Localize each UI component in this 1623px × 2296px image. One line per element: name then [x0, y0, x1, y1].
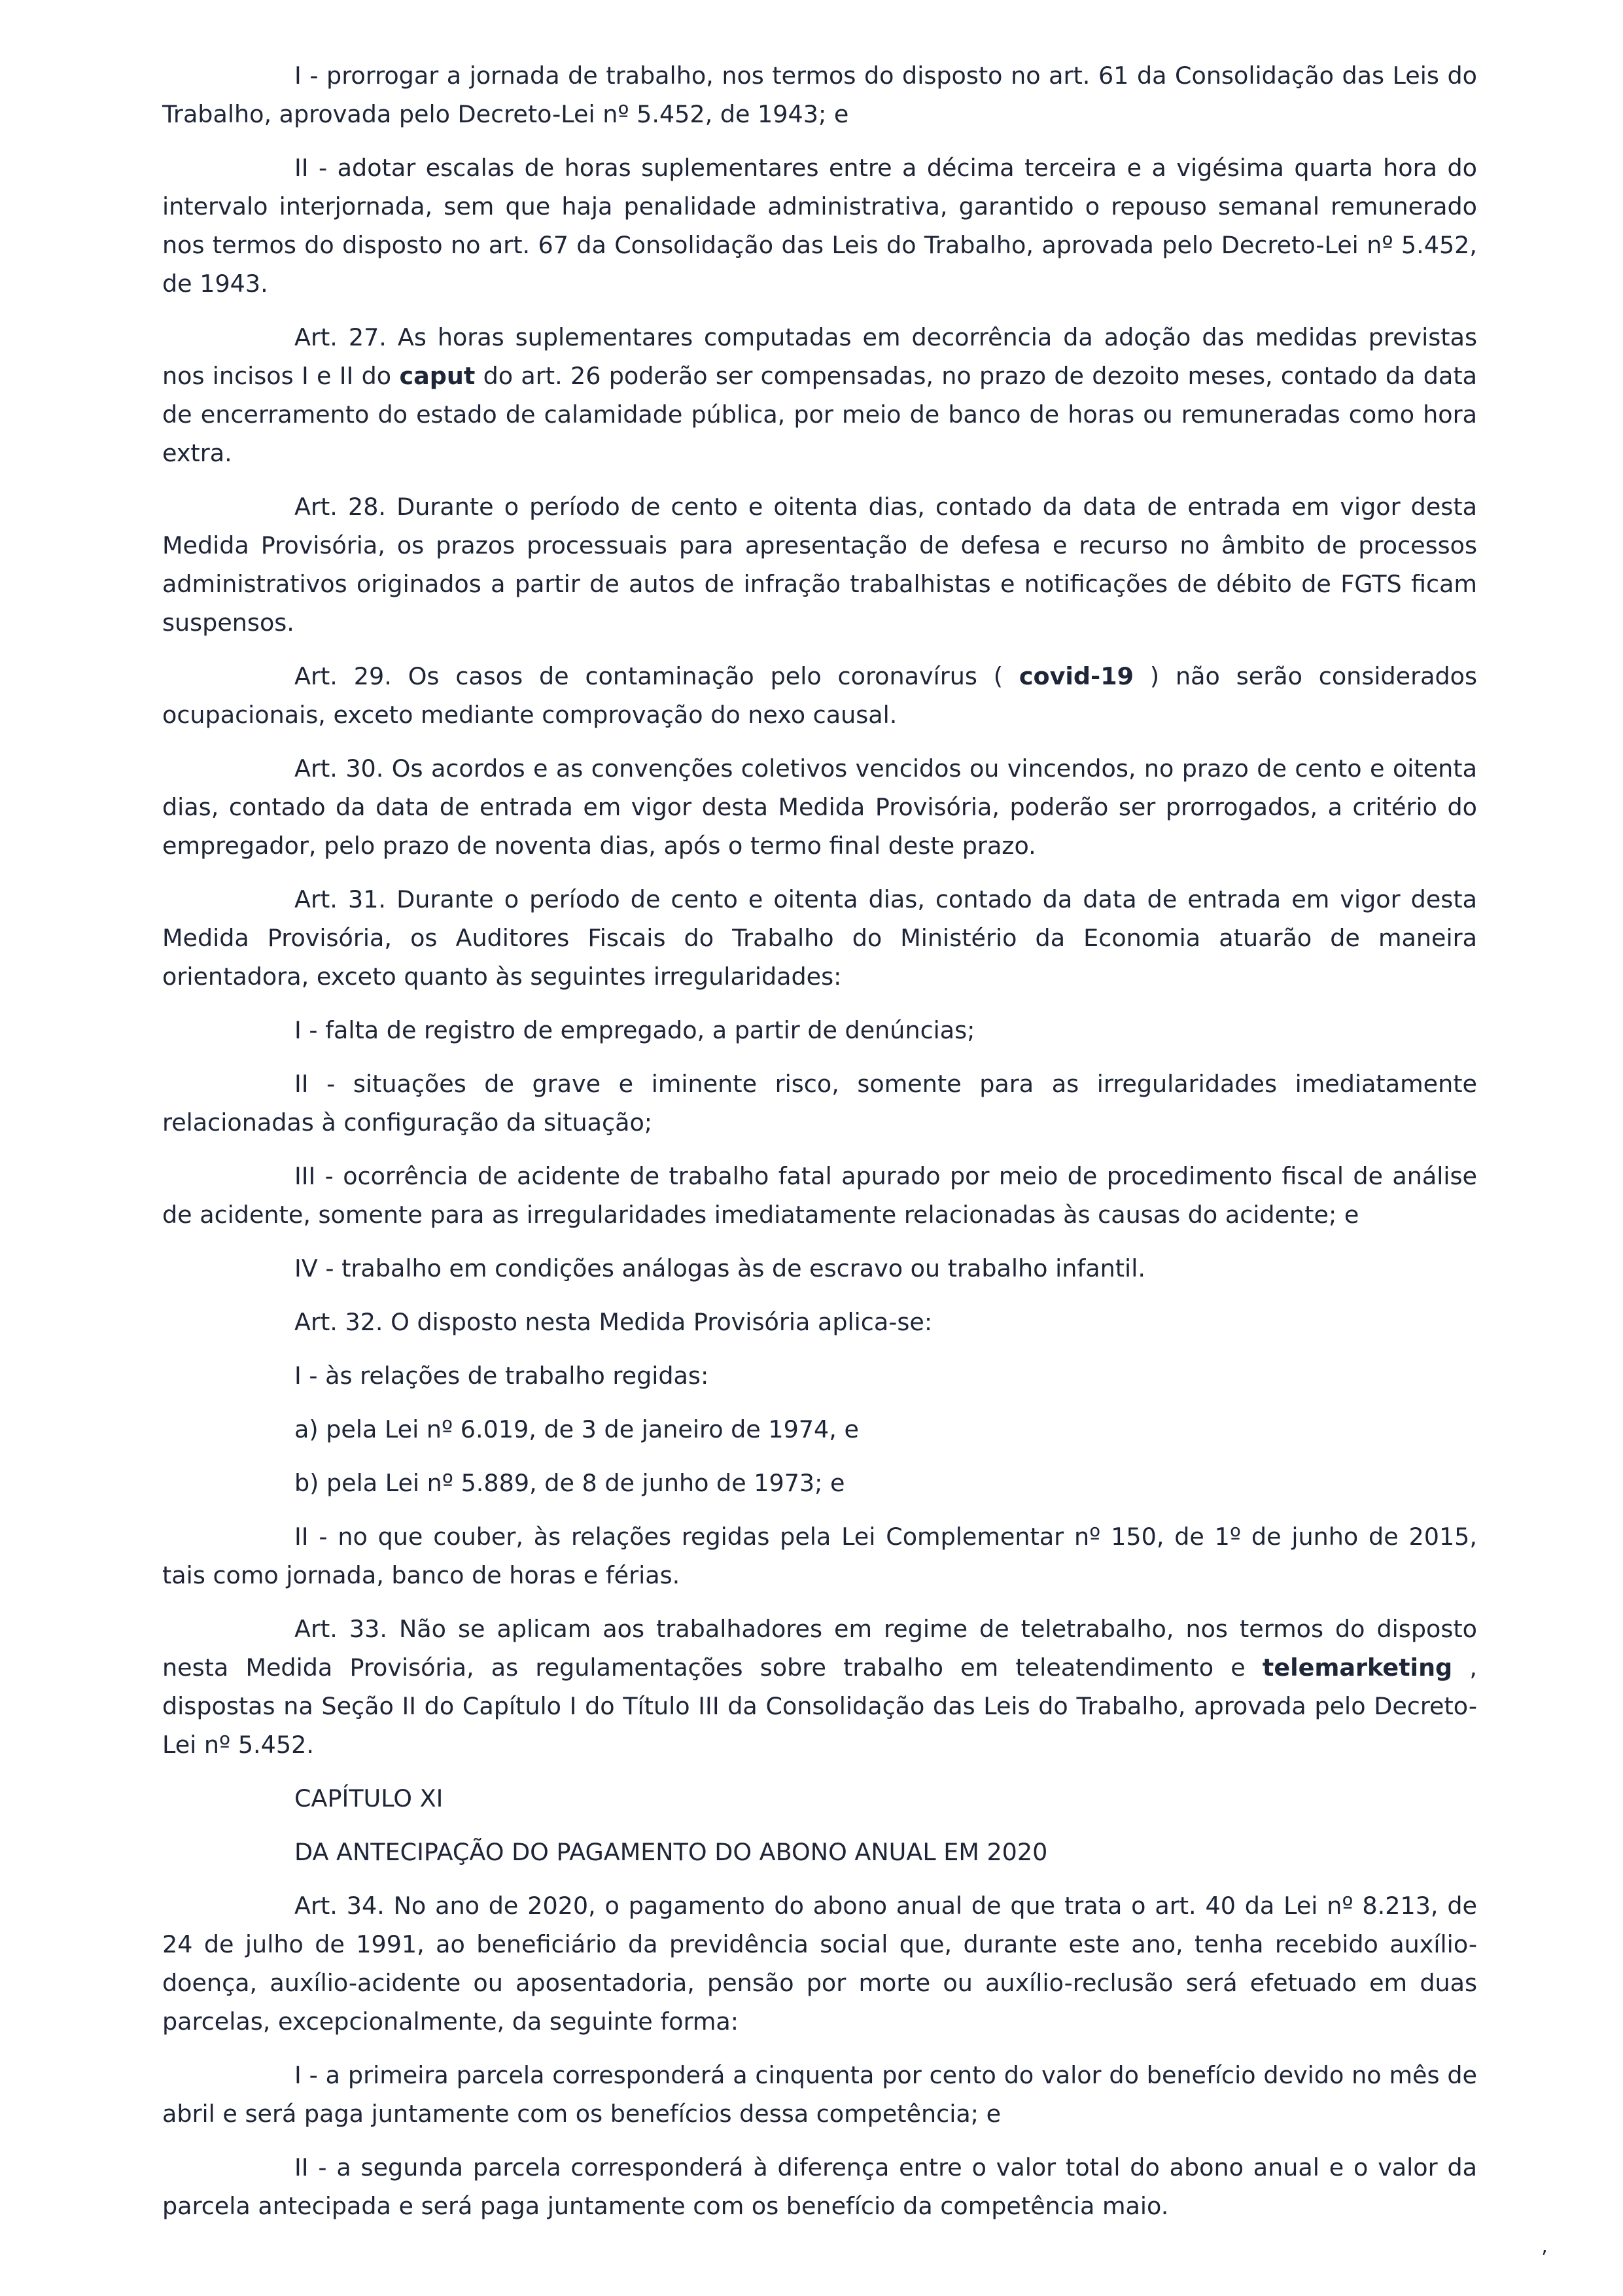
paragraph-text: a) pela Lei nº 6.019, de 3 de janeiro de 1974, e — [294, 1415, 859, 1443]
paragraph — [162, 1833, 1477, 1871]
paragraph-text: II - adotar escalas de horas suplementares entre a décima terceira e a vigésima quarta hora do intervalo interjornada, sem que haja penalidade administrativa, garantido o repouso semanal remunerado nos termos do disposto no art. 67 da Consolidação das Leis do Trabalho, aprovada pelo Decreto-Lei nº 5.452, de 1943. — [162, 154, 1477, 298]
paragraph-text: I - falta de registro de empregado, a partir de denúncias; — [294, 1016, 975, 1044]
paragraph-text: Art. 31. Durante o período de cento e oitenta dias, contado da data de entrada em vigor desta Medida Provisória, os Auditores Fiscais do Trabalho do Ministério da Economia atuarão de maneira orientadora, exceto quanto às seguintes irregularidades: — [162, 885, 1477, 991]
paragraph — [162, 1157, 1477, 1234]
paragraph — [162, 1610, 1477, 1764]
paragraph — [162, 2148, 1477, 2225]
paragraph — [162, 1886, 1477, 2041]
paragraph — [162, 657, 1477, 734]
paragraph — [162, 487, 1477, 642]
paragraph — [162, 1011, 1477, 1050]
paragraph-text: I - às relações de trabalho regidas: — [294, 1362, 709, 1390]
paragraph-text: ) não serão considerados ocupacionais, exceto mediante comprovação do nexo causal. — [162, 662, 1477, 729]
paragraph — [162, 56, 1477, 133]
paragraph — [162, 1779, 1477, 1818]
paragraph-text: , dispostas na Seção II do Capítulo I do Título III da Consolidação das Leis do Trabalho, aprovada pelo Decreto-Lei nº 5.452. — [162, 1653, 1477, 1759]
bold-term: caput — [399, 362, 476, 390]
paragraph — [162, 1410, 1477, 1449]
bold-term: covid-19 — [1019, 662, 1134, 690]
bold-term: telemarketing — [1262, 1653, 1453, 1682]
paragraph-text: Art. 30. Os acordos e as convenções coletivos vencidos ou vincendos, no prazo de cento e oitenta dias, contado da data de entrada em vigor desta Medida Provisória, poderão ser prorrogados, a critério do empregador, pelo prazo de noventa dias, após o termo final deste prazo. — [162, 754, 1477, 860]
paragraph-text: Art. 32. O disposto nesta Medida Provisória aplica-se: — [294, 1308, 933, 1336]
paragraph-text: II - situações de grave e iminente risco, somente para as irregularidades imediatamente relacionadas à configuração da situação; — [162, 1070, 1477, 1137]
paragraph-text: I - a primeira parcela corresponderá a cinquenta por cento do valor do benefício devido no mês de abril e será paga juntamente com os benefícios dessa competência; e — [162, 2061, 1477, 2128]
paragraph — [162, 1517, 1477, 1595]
paragraph — [162, 149, 1477, 303]
paragraph — [162, 880, 1477, 996]
paragraph-text: DA ANTECIPAÇÃO DO PAGAMENTO DO ABONO ANUAL EM 2020 — [294, 1838, 1048, 1866]
paragraph-text: CAPÍTULO XI — [294, 1784, 444, 1812]
paragraph-text: Art. 28. Durante o período de cento e oitenta dias, contado da data de entrada em vigor desta Medida Provisória, os prazos processuais para apresentação de defesa e recurso no âmbito de processos administrativos originados a partir de autos de infração trabalhistas e notificações de débito de FGTS ficam suspensos. — [162, 493, 1477, 637]
paragraph — [162, 2056, 1477, 2133]
paragraph — [162, 1065, 1477, 1142]
paragraph — [162, 1464, 1477, 1502]
paragraph-text: b) pela Lei nº 5.889, de 8 de junho de 1973; e — [294, 1469, 845, 1497]
document-page — [162, 56, 1477, 2240]
paragraph — [162, 318, 1477, 472]
paragraph-text: I - prorrogar a jornada de trabalho, nos termos do disposto no art. 61 da Consolidação das Leis do Trabalho, aprovada pelo Decreto-Lei nº 5.452, de 1943; e — [162, 62, 1477, 128]
paragraph-text: Art. 34. No ano de 2020, o pagamento do abono anual de que trata o art. 40 da Lei nº 8.213, de 24 de julho de 1991, ao beneficiário da previdência social que, durante este ano, tenha recebido auxílio-doença, auxílio-acidente ou aposentadoria, pensão por morte ou auxílio-reclusão será efetuado em duas parcelas, excepcionalmente, da seguinte forma: — [162, 1892, 1477, 2036]
paragraph-text: IV - trabalho em condições análogas às de escravo ou trabalho infantil. — [294, 1254, 1145, 1282]
paragraph-text: Art. 29. Os casos de contaminação pelo coronavírus ( — [294, 662, 1019, 690]
paragraph-text: III - ocorrência de acidente de trabalho fatal apurado por meio de procedimento fiscal de análise de acidente, somente para as irregularidades imediatamente relacionadas às causas do acidente; e — [162, 1162, 1477, 1229]
paragraph — [162, 1249, 1477, 1288]
page-corner-mark: ’ — [1541, 2247, 1548, 2270]
paragraph — [162, 749, 1477, 865]
paragraph-text: II - a segunda parcela corresponderá à diferença entre o valor total do abono anual e o valor da parcela antecipada e será paga juntamente com os benefício da competência maio. — [162, 2153, 1477, 2220]
paragraph-text: Art. 33. Não se aplicam aos trabalhadores em regime de teletrabalho, nos termos do disposto nesta Medida Provisória, as regulamentações sobre trabalho em teleatendimento e — [162, 1615, 1477, 1682]
paragraph-text: II - no que couber, às relações regidas pela Lei Complementar nº 150, de 1º de junho de 2015, tais como jornada, banco de horas e férias. — [162, 1523, 1477, 1589]
paragraph — [162, 1303, 1477, 1341]
paragraph-text: Art. 27. As horas suplementares computadas em decorrência da adoção das medidas previstas nos incisos I e II do — [162, 323, 1477, 390]
paragraph — [162, 1356, 1477, 1395]
paragraph-text: do art. 26 poderão ser compensadas, no prazo de dezoito meses, contado da data de encerramento do estado de calamidade pública, por meio de banco de horas ou remuneradas como hora extra. — [162, 362, 1477, 467]
